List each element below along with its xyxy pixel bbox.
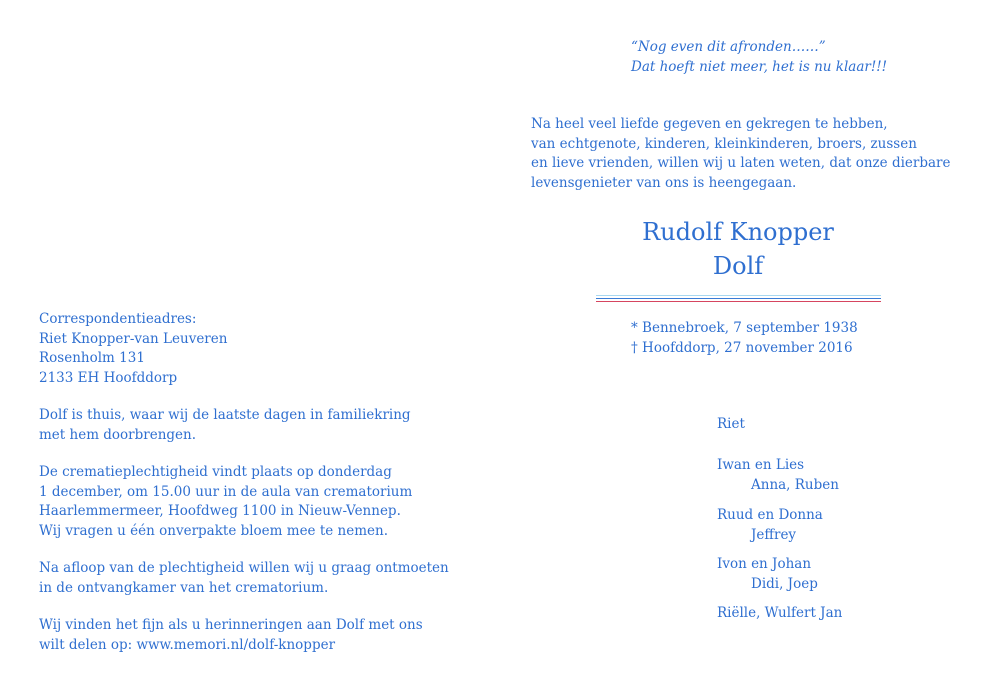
home-paragraph <box>39 406 411 445</box>
paragraph-line: met hem doorbrengen. <box>39 426 197 443</box>
paragraph-line: Dolf is thuis, waar wij de laatste dagen in familiekring <box>39 407 411 423</box>
paragraph-line: Wij vragen u één onverpakte bloem mee te nemen. <box>39 522 389 539</box>
paragraph-line: in de ontvangkamer van het crematorium. <box>39 579 329 596</box>
correspondence-heading: Correspondentieadres: <box>39 311 197 327</box>
family-group <box>717 555 818 594</box>
deceased-nickname: Dolf <box>712 252 764 280</box>
announcement-line: Na heel veel liefde gegeven en gekregen te hebben, <box>531 116 888 132</box>
announcement-line: levensgenieter van ons is heengegaan. <box>531 174 797 191</box>
family-last: Riëlle, Wulfert Jan <box>717 605 843 621</box>
paragraph-line: De crematieplechtigheid vindt plaats op donderdag <box>39 464 392 480</box>
family-children: Jeffrey <box>751 526 797 543</box>
announcement-line: en lieve vrienden, willen wij u laten weten, dat onze dierbare <box>531 155 951 171</box>
family-parents: Ivon en Johan <box>717 556 812 572</box>
quote-line-1: “Nog even dit afronden……” <box>631 39 826 55</box>
death-date: † Hoofddorp, 27 november 2016 <box>631 339 853 356</box>
family-children: Didi, Joep <box>751 575 818 592</box>
family-spouse: Riet <box>717 416 745 432</box>
opening-quote <box>631 38 887 77</box>
correspondence-street: Rosenholm 131 <box>39 350 145 366</box>
decorative-rule-red <box>596 301 881 302</box>
correspondence-city: 2133 EH Hoofddorp <box>39 369 178 386</box>
meeting-paragraph <box>39 559 449 598</box>
correspondence-name: Riet Knopper-van Leuveren <box>39 330 228 347</box>
family-group <box>717 456 839 495</box>
birth-date: * Bennebroek, 7 september 1938 <box>631 320 858 336</box>
paragraph-line: Wij vinden het fijn als u herinneringen aan Dolf met ons <box>39 617 423 633</box>
family-children: Anna, Ruben <box>751 476 839 493</box>
paragraph-line: Haarlemmermeer, Hoofdweg 1100 in Nieuw-Vennep. <box>39 503 401 519</box>
quote-line-2: Dat hoeft niet meer, het is nu klaar!!! <box>631 58 888 75</box>
family-group <box>717 506 823 545</box>
decorative-rule-blue <box>596 298 881 299</box>
family-parents: Iwan en Lies <box>717 457 805 473</box>
family-parents: Ruud en Donna <box>717 507 823 523</box>
correspondence-address <box>39 310 227 388</box>
ceremony-paragraph <box>39 463 412 541</box>
decorative-rule-light-blue <box>596 295 881 296</box>
life-dates <box>631 319 858 358</box>
memories-paragraph <box>39 616 423 655</box>
announcement-text <box>531 115 950 193</box>
deceased-full-name: Rudolf Knopper <box>642 218 834 246</box>
announcement-line: van echtgenote, kinderen, kleinkinderen, broers, zussen <box>531 135 917 152</box>
paragraph-line: Na afloop van de plechtigheid willen wij u graag ontmoeten <box>39 560 449 576</box>
paragraph-line: wilt delen op: www.memori.nl/dolf-knopper <box>39 636 336 653</box>
paragraph-line: 1 december, om 15.00 uur in de aula van crematorium <box>39 483 413 500</box>
